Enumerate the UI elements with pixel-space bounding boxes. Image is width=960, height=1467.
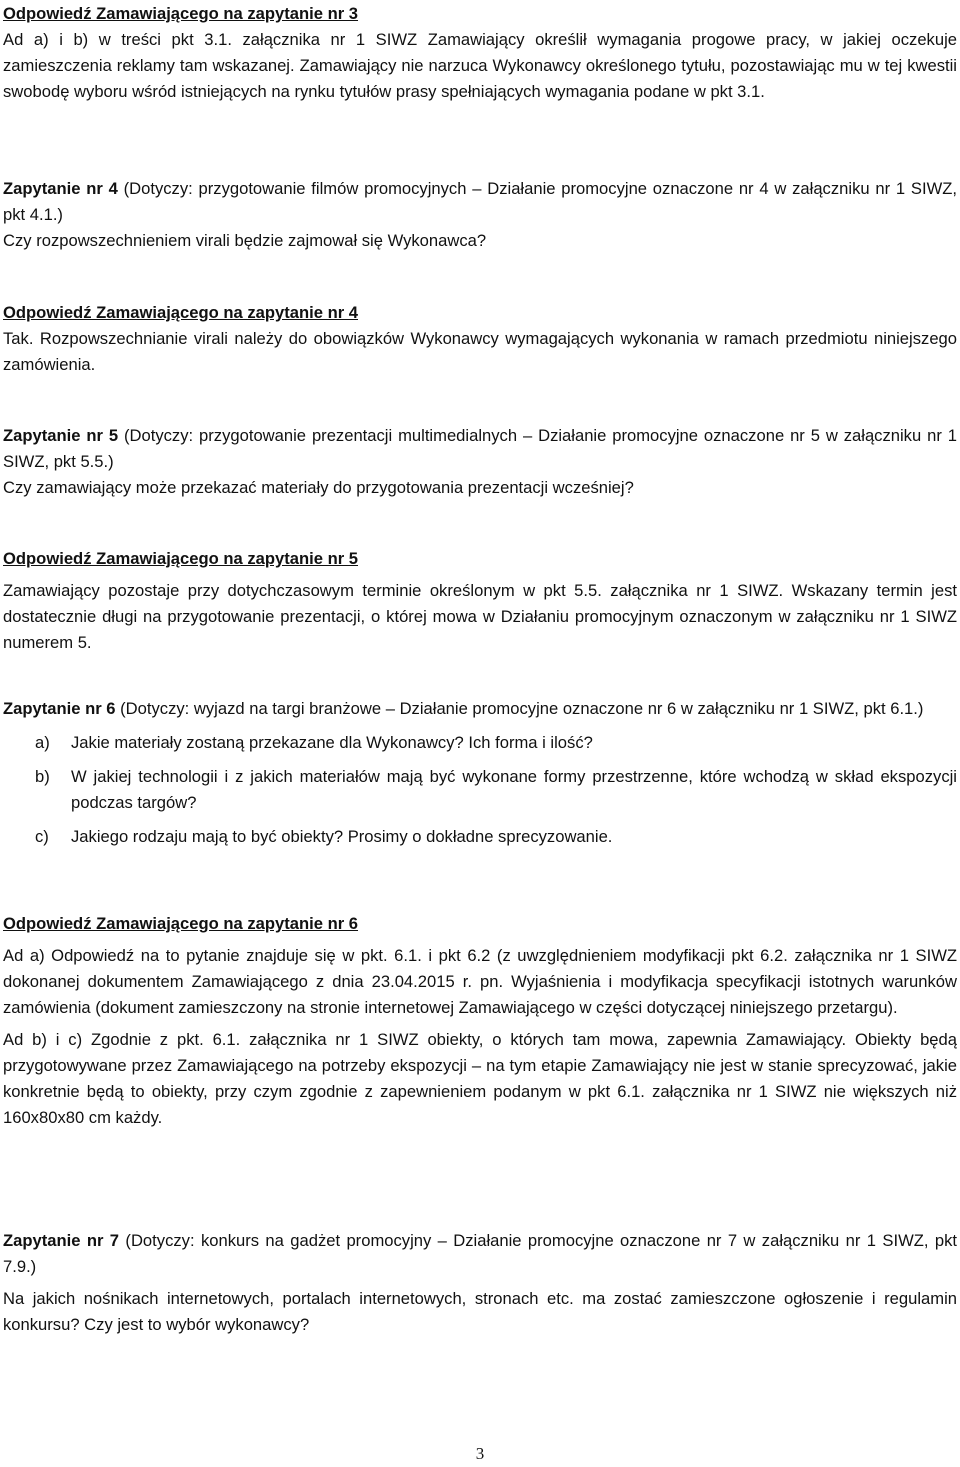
question-6-section — [3, 696, 957, 850]
question-5-intro — [3, 423, 957, 475]
question-5-text: Czy zamawiający może przekazać materiały do przygotowania prezentacji wcześniej? — [3, 478, 634, 497]
answer-3-text: Ad a) i b) w treści pkt 3.1. załącznika nr 1 SIWZ Zamawiający określił wymagania progowe pracy, w jakiej oczekuje zamieszczenia reklamy tam wskazanej. Zamawiający nie narzuca Wykonawcy określonego tytułu, pozostawiając mu w tej kwestii swobodę wyboru wśród istniejących na rynku tytułów prasy spełniających wymagania podane w pkt 3.1. — [3, 30, 957, 101]
question-4-intro — [3, 176, 957, 228]
answer-4-heading: Odpowiedź Zamawiającego na zapytanie nr 4 — [3, 303, 359, 322]
question-5-section — [3, 423, 957, 501]
answer-5-text: Zamawiający pozostaje przy dotychczasowym terminie określonym w pkt 5.5. załącznika nr 1 SIWZ. Wskazany termin jest dostatecznie długi na przygotowanie prezentacji, o której mowa w Działaniu promocyjnym oznaczonym w załączniku nr 1 SIWZ numerem 5. — [3, 581, 957, 652]
answer-5-section — [3, 546, 957, 656]
list-marker: a) — [35, 733, 50, 752]
answer-4-section — [3, 300, 957, 378]
list-item-text: W jakiej technologii i z jakich materiałów mają być wykonane formy przestrzenne, które wchodzą w skład ekspozycji podczas targów? — [71, 767, 957, 812]
answer-6-text-bc: Ad b) i c) Zgodnie z pkt. 6.1. załącznika nr 1 SIWZ obiekty, o których tam mowa, zapewnia Zamawiający. Obiekty będą przygotowywane przez Zamawiającego na potrzeby ekspozycji – na tym etapie Zamawiający nie jest w stanie sprecyzować, jakie konkretnie będą to obiekty, przy czym zgodnie z zapewnieniem podanym w pkt 6.1. załącznika nr 1 SIWZ nie większych niż 160x80x80 cm każdy. — [3, 1030, 957, 1127]
question-6-intro — [3, 696, 957, 722]
answer-4-text: Tak. Rozpowszechnianie virali należy do obowiązków Wykonawcy wymagających wykonania w ramach przedmiotu niniejszego zamówienia. — [3, 329, 957, 374]
answer-5-heading: Odpowiedź Zamawiającego na zapytanie nr 5 — [3, 549, 359, 568]
question-7-label: Zapytanie nr 7 — [3, 1231, 120, 1250]
question-4-text: Czy rozpowszechnieniem virali będzie zajmował się Wykonawca? — [3, 231, 487, 250]
list-item-text: Jakiego rodzaju mają to być obiekty? Prosimy o dokładne sprecyzowanie. — [71, 827, 613, 846]
list-marker: b) — [35, 767, 50, 786]
page-number: 3 — [475, 1444, 485, 1463]
answer-6-text-a: Ad a) Odpowiedź na to pytanie znajduje się w pkt. 6.1. i pkt 6.2 (z uwzględnieniem modyfikacji pkt 6.2. załącznika nr 1 SIWZ dokonanej dokumentem Zamawiającego z dnia 23.04.2015 r. pn. Wyjaśnienia i modyfikacja specyfikacji istotnych warunków zamówienia (dokument zamieszczony na stronie internetowej Zamawiającego w części dotyczącej niniejszego przetargu). — [3, 946, 957, 1017]
answer-6-heading: Odpowiedź Zamawiającego na zapytanie nr 6 — [3, 914, 359, 933]
question-6-context: (Dotyczy: wyjazd na targi branżowe – Działanie promocyjne oznaczone nr 6 w załączniku nr 1 SIWZ, pkt 6.1.) — [115, 699, 924, 718]
answer-6-section — [3, 911, 957, 1131]
question-6-list — [3, 730, 957, 850]
question-7-section — [3, 1228, 957, 1338]
list-item — [3, 730, 957, 756]
question-7-context: (Dotyczy: konkurs na gadżet promocyjny – Działanie promocyjne oznaczone nr 7 w załączniku nr 1 SIWZ, pkt 7.9.) — [3, 1231, 957, 1276]
list-marker: c) — [35, 827, 49, 846]
question-4-label: Zapytanie nr 4 — [3, 179, 118, 198]
answer-3-heading: Odpowiedź Zamawiającego na zapytanie nr 3 — [3, 4, 359, 23]
answer-3-section — [3, 1, 957, 105]
list-item — [3, 764, 957, 816]
question-4-section — [3, 176, 957, 254]
question-5-context: (Dotyczy: przygotowanie prezentacji multimedialnych – Działanie promocyjne oznaczone nr 5 w załączniku nr 1 SIWZ, pkt 5.5.) — [3, 426, 957, 471]
list-item-text: Jakie materiały zostaną przekazane dla Wykonawcy? Ich forma i ilość? — [71, 733, 593, 752]
question-4-context: (Dotyczy: przygotowanie filmów promocyjnych – Działanie promocyjne oznaczone nr 4 w załączniku nr 1 SIWZ, pkt 4.1.) — [3, 179, 957, 224]
question-7-intro — [3, 1228, 957, 1280]
question-5-label: Zapytanie nr 5 — [3, 426, 119, 445]
question-6-label: Zapytanie nr 6 — [3, 699, 116, 718]
list-item — [3, 824, 957, 850]
question-7-text: Na jakich nośnikach internetowych, portalach internetowych, stronach etc. ma zostać zamieszczone ogłoszenie i regulamin konkursu? Czy jest to wybór wykonawcy? — [3, 1289, 957, 1334]
